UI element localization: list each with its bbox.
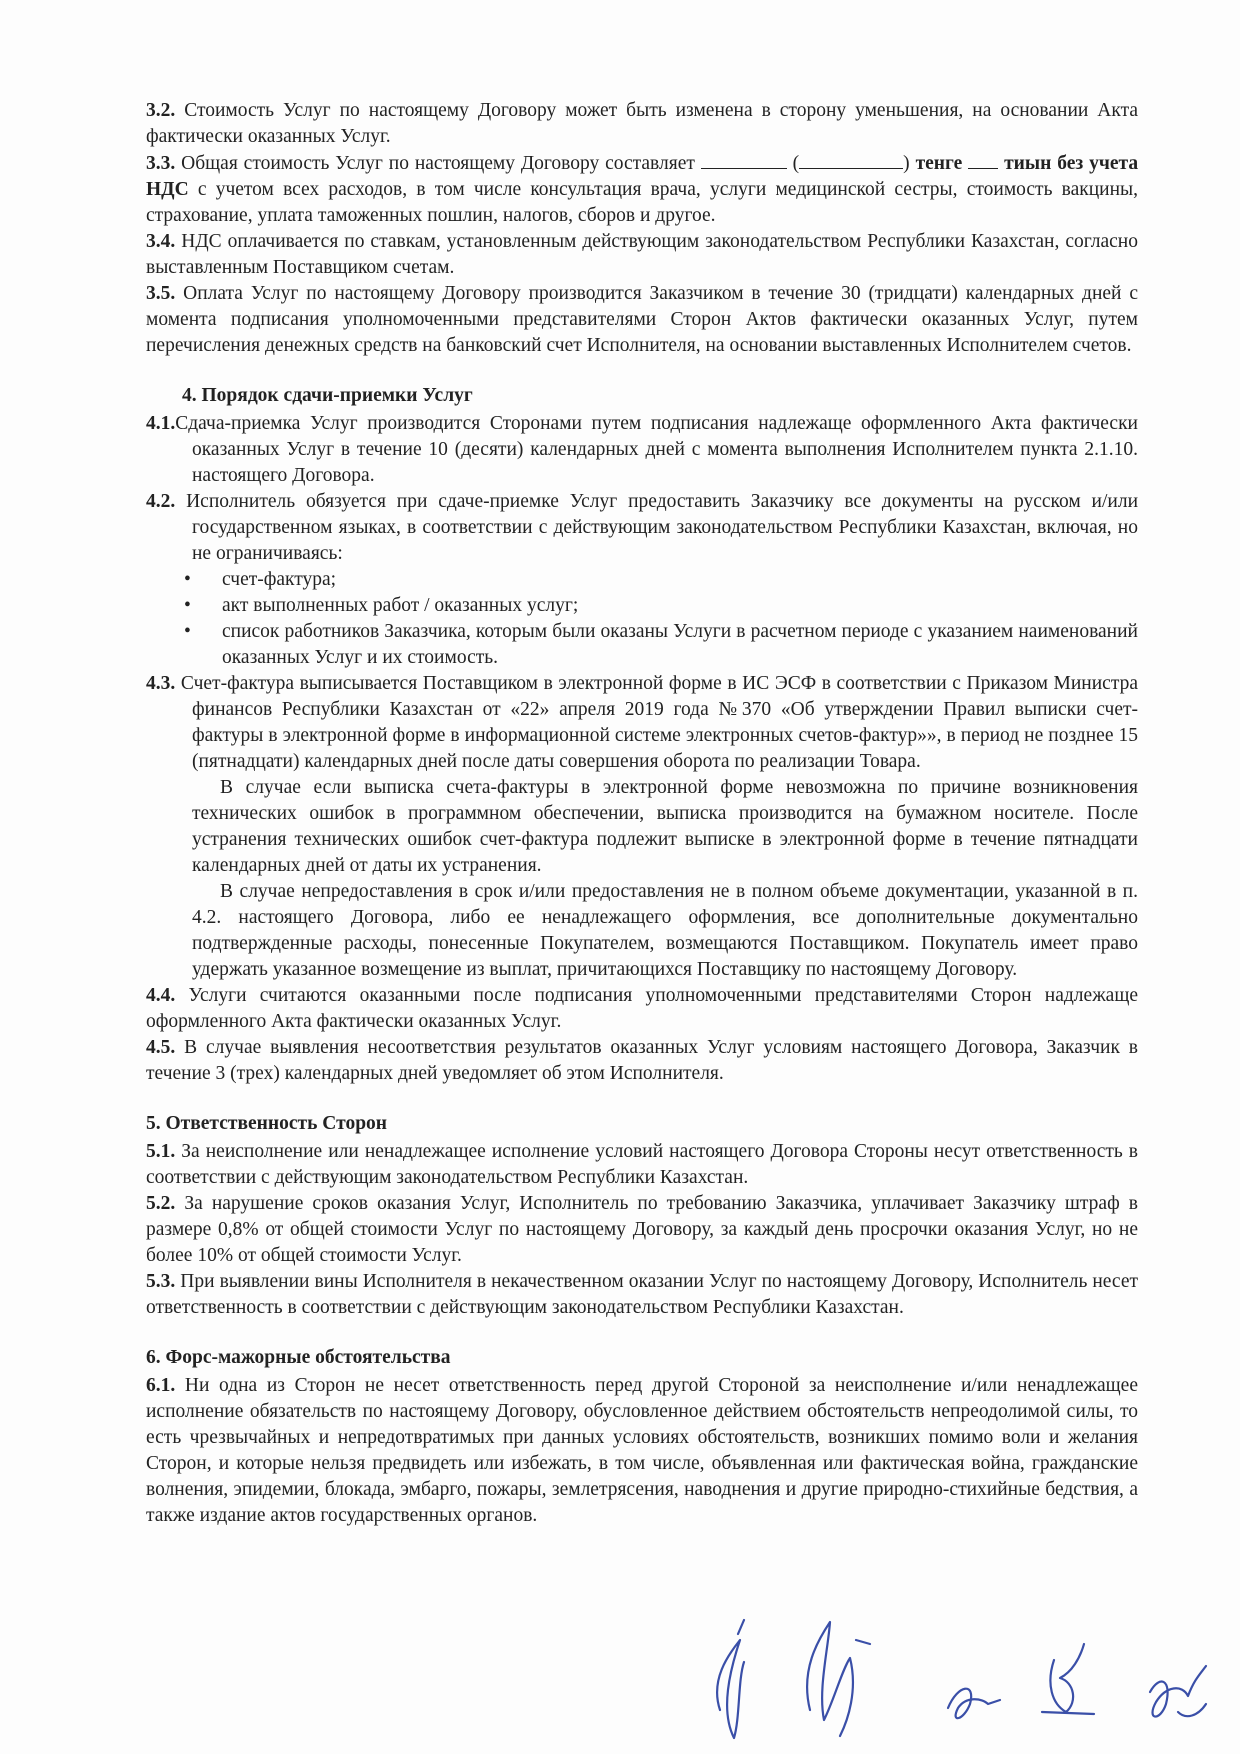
clause-4-1: 4.1.Сдача-приемка Услуг производится Сторонами путем подписания надлежаще оформленного Акта фактически оказанных Услуг в течение 10 (десяти) календарных дней с момента выполнения Исполнителем пункта 2.1.10. настоящего Договора. <box>146 413 1138 486</box>
tiyn-blank <box>968 150 998 169</box>
document-body <box>146 98 1138 1529</box>
signature-1 <box>717 1620 744 1738</box>
list-item: • список работников Заказчика, которым были оказаны Услуги в расчетном периоде с указанием наименований оказанных Услуг и их стоимость. <box>184 621 1138 668</box>
clause-3-3: 3.3. Общая стоимость Услуг по настоящему Договору составляет ( ) тенге тиын без учета НДС с учетом всех расходов, в том числе консультация врача, услуги медицинской сестры, стоимость вакцины, страхование, уплата таможенных пошлин, налогов, сборов и другое. <box>146 150 1138 229</box>
clause-5-2: 5.2. За нарушение сроков оказания Услуг, Исполнитель по требованию Заказчика, уплачивает Заказчику штраф в размере 0,8% от общей стоимости Услуг по настоящему Договору, за каждый день просрочки оказания Услуг, но не более 10% от общей стоимости Услуг. <box>146 1193 1138 1266</box>
signature-4 <box>1042 1644 1094 1714</box>
price-blank <box>701 150 787 169</box>
clause-4-2: 4.2. Исполнитель обязуется при сдаче-приемке Услуг предоставить Заказчику все документы на русском и/или государственном языках, в соответствии с действующим законодательством Республики Казахстан, включая, но не ограничиваясь: <box>146 491 1139 564</box>
handwritten-signatures <box>700 1600 1220 1750</box>
signature-5 <box>1150 1666 1206 1717</box>
list-item: • счет-фактура; <box>184 569 337 590</box>
clause-4-3: 4.3. Счет-фактура выписывается Поставщиком в электронной форме в ИС ЭСФ в соответствии с Приказом Министра финансов Республики Казахстан от «22» апреля 2019 года №370 «Об утверждении Правил выписки счет-фактуры в электронной форме в информационной системе электронных счетов-фактур»», в период не позднее 15 (пятнадцати) календарных дней после даты совершения оборота по реализации Товара. <box>146 673 1138 772</box>
list-item: • акт выполненных работ / оказанных услуг; <box>184 595 579 616</box>
clause-4-4: 4.4. Услуги считаются оказанными после подписания уполномоченными представителями Сторон надлежаще оформленного Акта фактически оказанных Услуг. <box>146 985 1138 1032</box>
section-4-heading: 4. Порядок сдачи-приемки Услуг <box>182 385 473 406</box>
signature-2 <box>807 1622 870 1736</box>
price-words-blank <box>799 150 903 169</box>
signature-3 <box>948 1689 1000 1719</box>
clause-3-4: 3.4. НДС оплачивается по ставкам, установленным действующим законодательством Республики Казахстан, согласно выставленным Поставщиком счетам. <box>146 231 1138 278</box>
clause-5-1: 5.1. За неисполнение или ненадлежащее исполнение условий настоящего Договора Стороны несут ответственность в соответствии с действующим законодательством Республики Казахстан. <box>146 1141 1139 1188</box>
clause-4-3-paragraph-3: В случае непредоставления в срок и/или предоставления не в полном объеме документации, указанной в п. 4.2. настоящего Договора, либо ее ненадлежащего оформления, все дополнительные документально подтвержденные расходы, понесенные Покупателем, возмещаются Поставщиком. Покупатель имеет право удержать указанное возмещение из выплат, причитающихся Поставщику по настоящему Договору. <box>192 881 1138 980</box>
signature-block <box>700 1600 1220 1750</box>
clause-3-2: 3.2. Стоимость Услуг по настоящему Договору может быть изменена в сторону уменьшения, на основании Акта фактически оказанных Услуг. <box>146 100 1139 147</box>
section-6-heading: 6. Форс-мажорные обстоятельства <box>146 1347 451 1368</box>
clause-5-3: 5.3. При выявлении вины Исполнителя в некачественном оказании Услуг по настоящему Договору, Исполнитель несет ответственность в соответствии с действующим законодательством Республики Казахстан. <box>146 1271 1139 1318</box>
clause-3-5: 3.5. Оплата Услуг по настоящему Договору производится Заказчиком в течение 30 (тридцати) календарных дней с момента подписания уполномоченными представителями Сторон Актов фактически оказанных Услуг, путем перечисления денежных средств на банковский счет Исполнителя, на основании выставленных Исполнителем счетов. <box>146 283 1139 356</box>
clause-4-3-paragraph-2: В случае если выписка счета-фактуры в электронной форме невозможна по причине возникновения технических ошибок в программном обеспечении, выписка производится на бумажном носителе. После устранения технических ошибок счет-фактура подлежит выписке в электронной форме в течение пятнадцати календарных дней от даты их устранения. <box>192 777 1138 876</box>
clause-6-1: 6.1. Ни одна из Сторон не несет ответственность перед другой Стороной за неисполнение и/или ненадлежащее исполнение обязательств по настоящему Договору, обусловленное действием обстоятельств непреодолимой силы, то есть чрезвычайных и непредотвратимых при данных условиях обстоятельств, возникших помимо воли и желания Сторон, и которые нельзя предвидеть или избежать, в том числе, объявленная или фактическая война, гражданские волнения, эпидемии, блокада, эмбарго, пожары, землетрясения, наводнения и другие природно-стихийные бедствия, а также издание актов государственных органов. <box>146 1375 1138 1526</box>
clause-4-5: 4.5. В случае выявления несоответствия результатов оказанных Услуг условиям настоящего Договора, Заказчик в течение 3 (трех) календарных дней уведомляет об этом Исполнителя. <box>146 1037 1139 1084</box>
section-5-heading: 5. Ответственность Сторон <box>146 1113 388 1134</box>
